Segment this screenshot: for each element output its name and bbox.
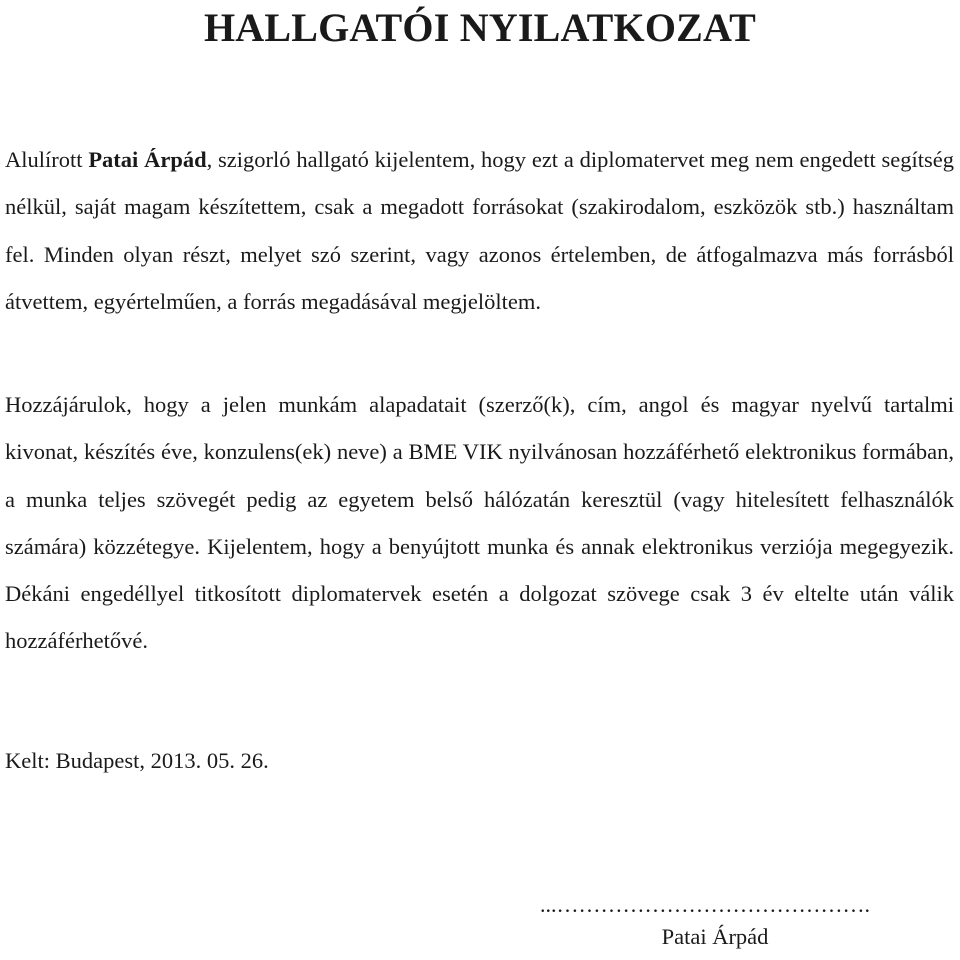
date-and-place: Kelt: Budapest, 2013. 05. 26. [5, 748, 269, 773]
signatory-name: Patai Árpád [661, 924, 769, 949]
declaration-paragraph-publication: Hozzájárulok, hogy a jelen munkám alapadatait (szerző(k), cím, angol és magyar nyelvű tartalmi kivonat, készítés éve, konzulens(ek) neve) a BME VIK nyilvánosan hozzáférhető elektronikus formában, a munka teljes szövegét pedig az egyetem belső hálózatán keresztül (vagy hitelesített felhasználók számára) közzétegye. Kijelentem, hogy a benyújtott munka és annak elektronikus verziója megegyezik. Dékáni engedéllyel titkosított diplomatervek esetén a dolgozat szövege csak 3 év eltelte után válik hozzáférhetővé. [5, 392, 954, 654]
paragraph-body: , szigorló hallgató kijelentem, hogy ezt a diplomatervet meg nem engedett segítség nélkül, saját magam készítettem, csak a megadott forrásokat (szakirodalom, eszközök stb.) használtam fel. Minden olyan részt, melyet szó szerint, vagy azonos értelemben, de átfogalmazva más forrásból átvettem, egyértelműen, a forrás megadásával megjelöltem. [5, 147, 955, 314]
student-name: Patai Árpád [88, 147, 207, 172]
page-title: HALLGATÓI NYILATKOZAT [203, 5, 757, 50]
declaration-paragraph-authorship [5, 136, 954, 325]
paragraph-prefix: Alulírott [5, 147, 89, 172]
signature-line: ...……………………………………. [540, 892, 870, 917]
signature-block [460, 890, 950, 954]
